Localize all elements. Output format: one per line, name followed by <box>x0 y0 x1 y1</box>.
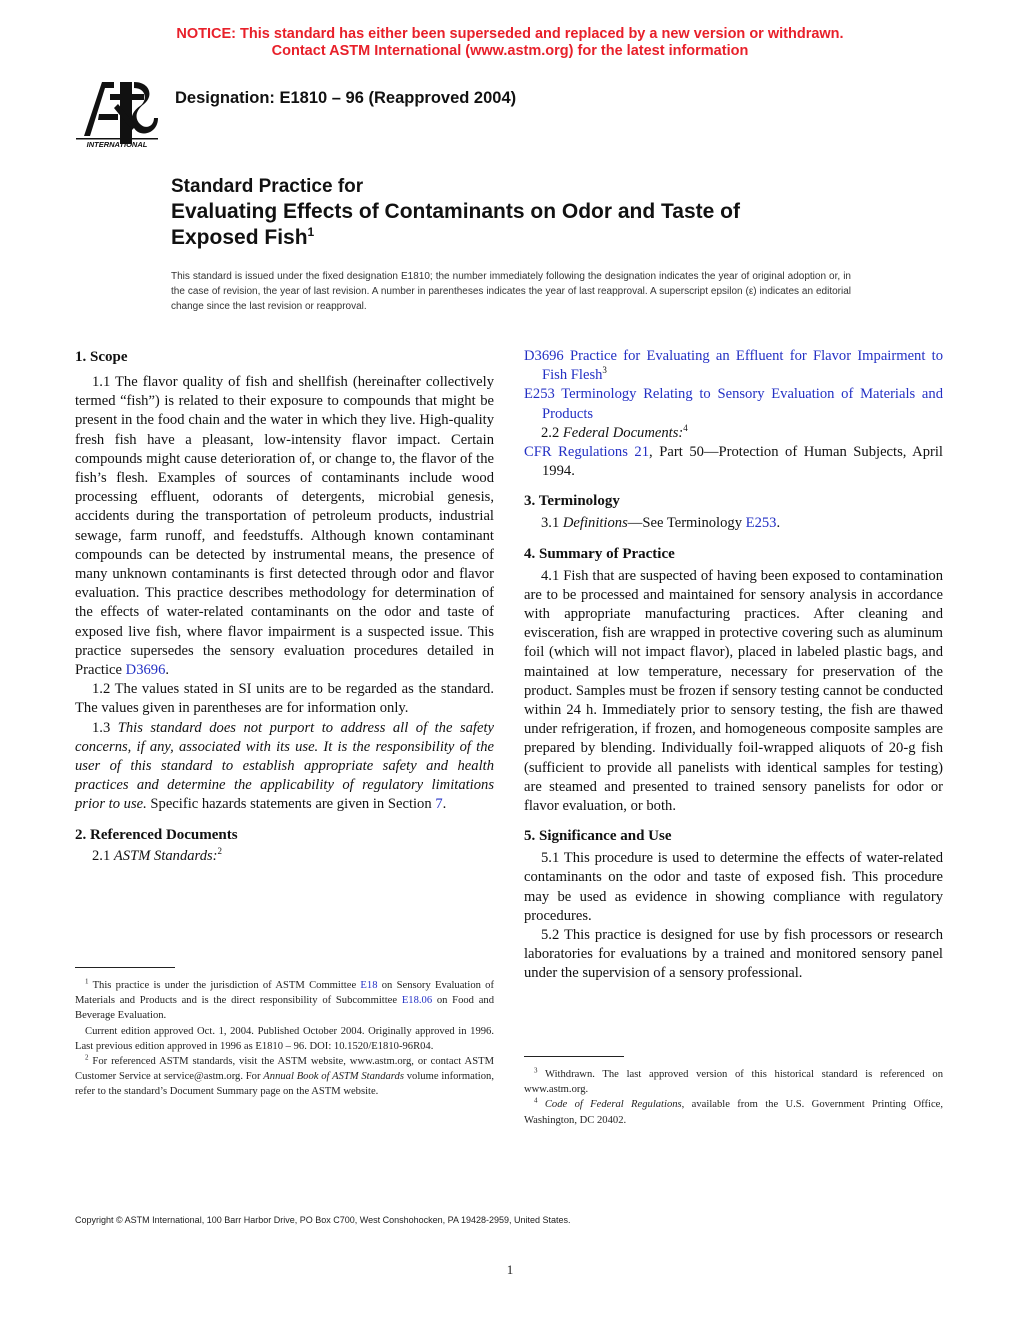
fn1-mark: 1 <box>85 977 89 986</box>
fn4-mark: 4 <box>534 1096 538 1105</box>
footnotes-right <box>524 1067 943 1128</box>
standard-intro: This standard is issued under the fixed designation E1810; the number immediately following the designation indicates the year of original adoption or, in the case of revision, the year of last revision. A number in parentheses indicates the year of last reapproval. A superscript epsilon (ε) indicates an editorial change since the last revision or reapproval. <box>171 271 851 312</box>
p1-1-end: . <box>165 662 170 679</box>
notice-line-1: NOTICE: This standard has either been superseded and replaced by a new version or withdrawn. <box>176 26 844 42</box>
ref-d3696-code[interactable]: D3696 <box>524 348 564 364</box>
document-title <box>171 174 891 251</box>
footnote-3 <box>524 1067 943 1097</box>
footnote-2 <box>75 1054 494 1100</box>
paragraph-1-3 <box>75 719 494 815</box>
p2-1-italic: ASTM Standards: <box>113 847 218 864</box>
notice-line-2: Contact ASTM International (www.astm.org) for the latest information <box>271 43 749 59</box>
section-heading-significance: 5. Significance and Use <box>524 828 672 845</box>
footnote-rule-right <box>524 1056 624 1057</box>
p2-2-italic: Federal Documents: <box>562 424 684 441</box>
section-heading-referenced: 2. Referenced Documents <box>75 826 238 843</box>
ref-e253-code[interactable]: E253 <box>524 386 555 403</box>
p2-2-sup: 4 <box>683 422 688 433</box>
footnote-1-cont: Current edition approved Oct. 1, 2004. Published October 2004. Originally approved in 1996. Last previous edition approved in 1996 as E1810 – 96. DOI: 10.1520/E1810-96R04. <box>75 1025 494 1052</box>
ref-cfr-code[interactable]: CFR Regulations 21 <box>524 444 650 461</box>
ref-e253 <box>524 385 943 423</box>
paragraph-1-1 <box>75 373 494 680</box>
ref-cfr <box>524 443 943 481</box>
p1-1-text: 1.1 The flavor quality of fish and shellfish (hereinafter collectively termed “fish”) is related to their exposure to compounds that might be present in the food chain and the water in which they live. High-quality fresh fish have a pleasant, low-intensity flavor impact. Certain compounds might cause deterioration of, or change to, the flavor of the fish’s flesh. Examples of sources of contaminants include wood processing effluent, odorants of detergents, microbial genesis, accidents during the transportation of petroleum products, industrial sewage, farm runoff, and feedstuffs. Although known contaminant compounds can be detected by instrumental means, the presence of many unknown contaminants is first detected through odor and flavor evaluation. This practice describes methodology for determination of the effects of water-related contaminants on the odor and taste of exposed live fish, where flavor impairment is a suspected issue. This practice supersedes the sensory evaluation procedures detailed in Practice <box>75 374 494 679</box>
withdrawal-notice <box>0 26 1020 60</box>
p1-3-rest: Specific hazards statements are given in Section <box>146 796 436 813</box>
footnote-1 <box>75 978 494 1024</box>
page-number: 1 <box>506 1262 514 1277</box>
ref-d3696-title[interactable]: Practice for Evaluating an Effluent for Flavor Impairment to Fish Flesh <box>542 348 943 384</box>
link-e253[interactable]: E253 <box>745 515 777 532</box>
title-line-3-text: Exposed Fish <box>171 226 308 249</box>
p2-1-sup: 2 <box>217 845 223 856</box>
title-line-1: Standard Practice for <box>171 176 364 197</box>
p3-1-end: . <box>776 515 781 532</box>
logo-text: INTERNATIONAL <box>86 140 148 149</box>
section-heading-terminology: 3. Terminology <box>524 493 620 510</box>
ref-d3696 <box>524 347 943 385</box>
footnotes-left <box>75 978 494 1100</box>
section-heading-summary: 4. Summary of Practice <box>524 545 675 562</box>
copyright-line: Copyright © ASTM International, 100 Barr Harbor Drive, PO Box C700, West Conshohocken, PA 19428-2959, United States. <box>75 1215 571 1225</box>
astm-logo-icon <box>74 74 160 150</box>
fn4-rest: , available from the U.S. Government Printing Office, Washington, DC 20402. <box>524 1099 943 1126</box>
fn4-italic: Code of Federal Regulations <box>544 1099 682 1111</box>
paragraph-5-2: 5.2 This practice is designed for use by fish processors or research laboratories for evaluations by a trained and monitored sensory panel under the supervision of a sensory professional. <box>524 927 943 982</box>
fn2-b: volume information, refer to the standard’s Document Summary page on the ASTM website. <box>75 1071 494 1098</box>
p3-1-italic: Definitions <box>562 515 628 532</box>
title-line-3 <box>171 225 891 251</box>
p2-2-num: 2.2 <box>541 424 563 441</box>
p1-3-italic: This standard does not purport to address all of the safety concerns, if any, associated with its use. It is the responsibility of the user of this standard to establish appropriate safety and health practices and determine the applicability of regulatory limitations prior to use. <box>75 719 494 813</box>
paragraph-2-1 <box>75 847 494 866</box>
link-section-7[interactable]: 7 <box>435 796 443 813</box>
p3-1-rest: —See Terminology <box>627 515 746 532</box>
left-column <box>75 347 494 866</box>
fn2-italic: Annual Book of ASTM Standards <box>263 1071 404 1083</box>
fn1-a: This practice is under the jurisdiction of ASTM Committee <box>88 980 361 991</box>
p1-3-end: . <box>442 796 447 813</box>
footnote-rule-left <box>75 967 175 968</box>
p1-3-num: 1.3 <box>92 719 118 736</box>
paragraph-5-1: 5.1 This procedure is used to determine the effects of water-related contaminants on the odor and taste of exposed fish. This procedure may be used as evidence in showing compliance with regulatory procedures. <box>524 850 943 924</box>
link-d3696[interactable]: D3696 <box>125 662 166 679</box>
designation: Designation: E1810 – 96 (Reapproved 2004) <box>175 89 517 107</box>
paragraph-1-2: 1.2 The values stated in SI units are to be regarded as the standard. The values given in parentheses are for information only. <box>75 681 494 717</box>
fn3-mark: 3 <box>534 1066 538 1075</box>
p2-1-num: 2.1 <box>92 847 114 864</box>
title-footnote-mark: 1 <box>307 225 315 239</box>
title-line-2: Evaluating Effects of Contaminants on Odor and Taste of <box>171 200 740 223</box>
p3-1-num: 3.1 <box>541 515 563 532</box>
ref-cfr-rest: , Part 50—Protection of Human Subjects, April 1994. <box>542 444 943 480</box>
footnote-4 <box>524 1097 943 1127</box>
fn1-b: on Sensory Evaluation of Materials and Products and is the direct responsibility of Subcommittee <box>75 980 494 1007</box>
link-e18-06[interactable]: E18.06 <box>401 995 433 1007</box>
paragraph-2-2 <box>524 424 943 443</box>
astm-logo <box>74 74 160 150</box>
fn3-text: Withdrawn. The last approved version of this historical standard is referenced on www.astm.org. <box>524 1069 943 1096</box>
ref-d3696-sup: 3 <box>602 365 607 376</box>
paragraph-4-1: 4.1 Fish that are suspected of having been exposed to contamination are to be processed and maintained for sensory analysis in accordance with appropriate manufacturing practices. After cleaning and evisceration, fish are wrapped in protective covering such as aluminum foil (which will not impact flavor), placed in labeled plastic bags, and maintained at low temperature, necessary for preservation of the product. Samples must be frozen if sensory testing cannot be conducted within 24 h. Immediately prior to sensory testing, the fish are thawed under refrigeration, if frozen, and homogeneous composite samples are prepared by blending. Individually foil-wrapped aliquots of 20-g fish (sufficient to provide all panelists with identical samples for testing) are steamed and presented to trained sensory panelists for odor or flavor evaluation, or both. <box>524 567 943 815</box>
fn2-a: For referenced ASTM standards, visit the ASTM website, www.astm.org, or contact ASTM Customer Service at service@astm.org. For <box>75 1056 494 1083</box>
paragraph-3-1 <box>524 514 943 533</box>
fn2-mark: 2 <box>85 1053 89 1062</box>
ref-e253-title[interactable]: Terminology Relating to Sensory Evaluation of Materials and Products <box>542 386 943 422</box>
fn1-c: on Food and Beverage Evaluation. <box>75 995 494 1022</box>
right-column <box>524 347 943 984</box>
section-heading-scope: 1. Scope <box>75 349 128 365</box>
link-e18[interactable]: E18 <box>360 980 378 991</box>
